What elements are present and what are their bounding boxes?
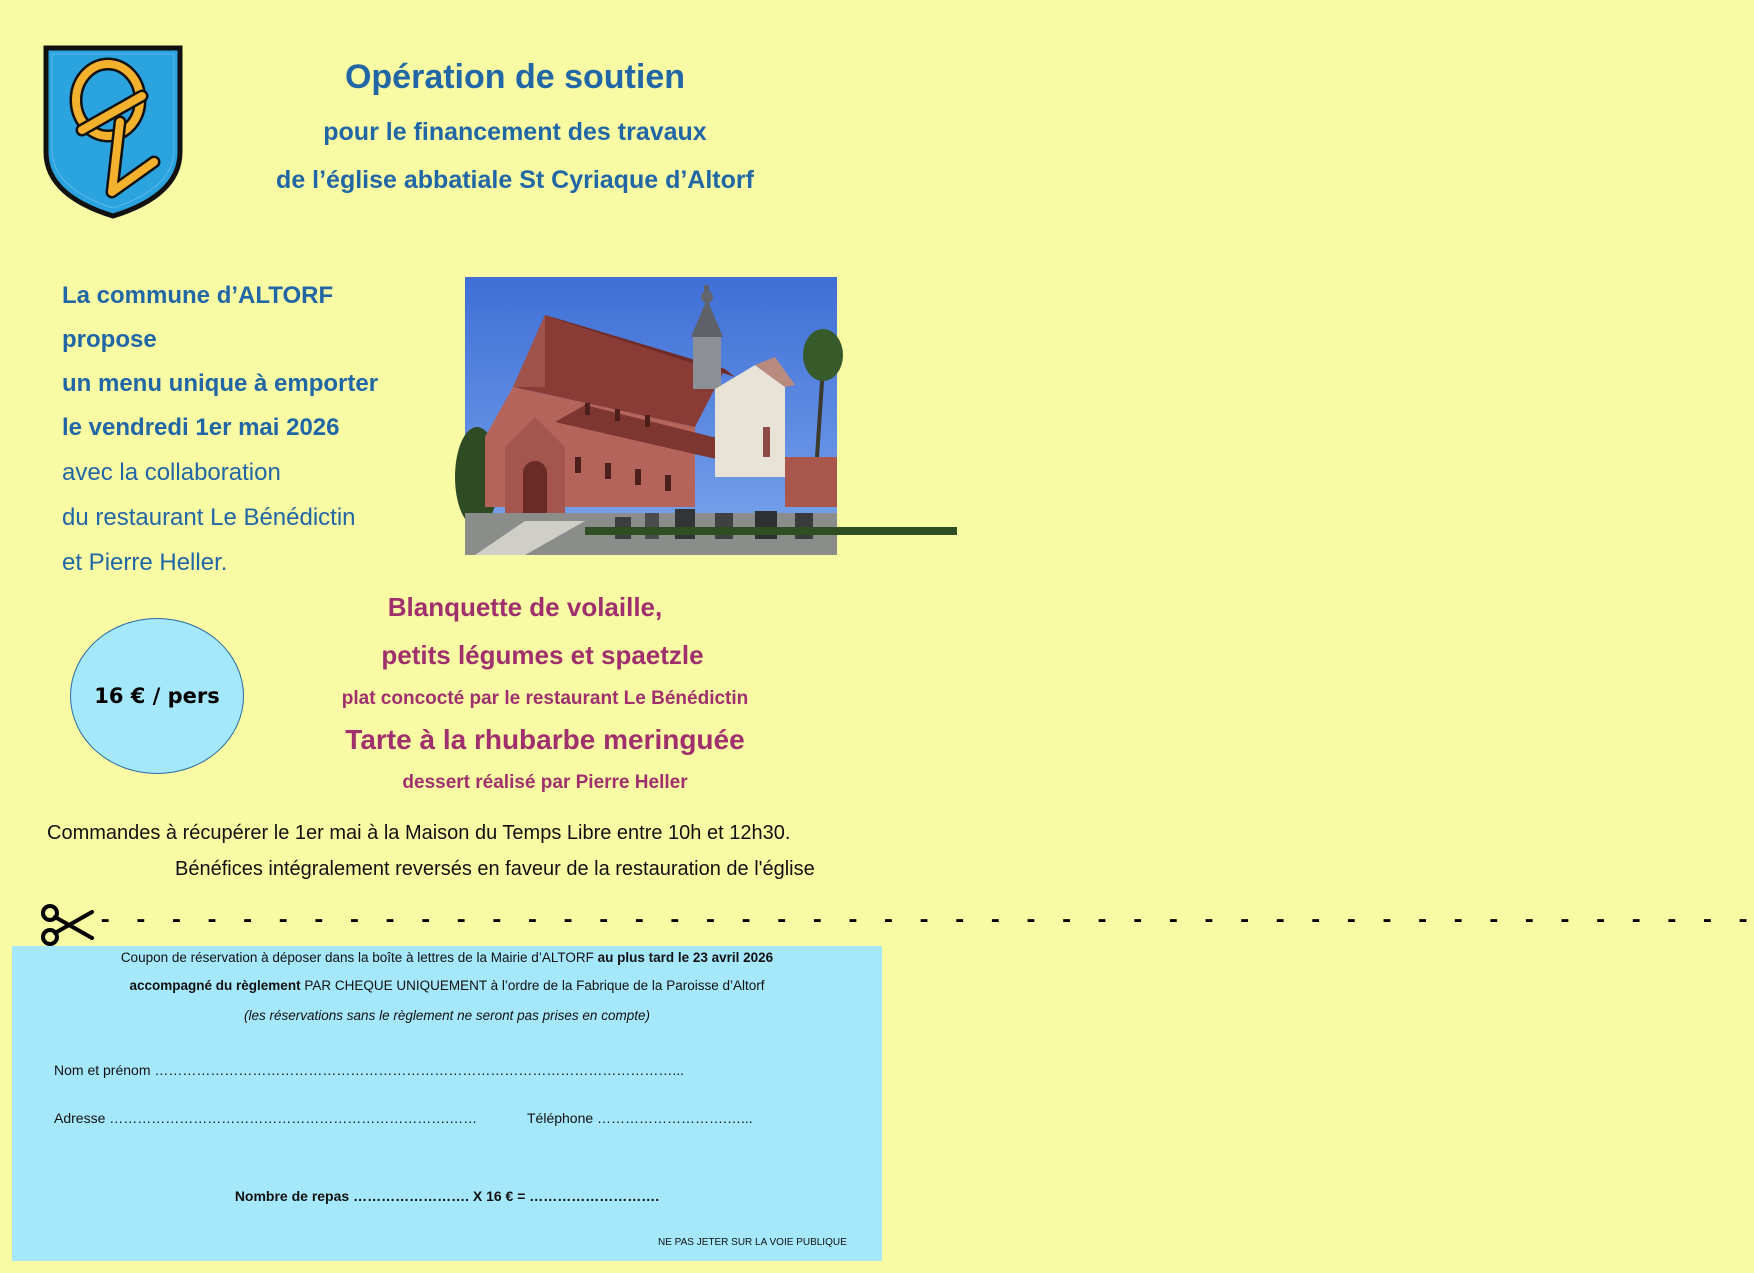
coupon-line-2 (12, 978, 882, 993)
cut-line: - - - - - - - - - - - - - - - - - - - - - - - - - - - - - - - - - - - - - - - - - - - - - - - (98, 908, 1754, 935)
title-line-1: Opération de soutien (344, 58, 686, 96)
intro-line-3: un menu unique à emporter (62, 370, 379, 397)
coupon-instructions: Coupon de réservation à déposer dans la boîte à lettres de la Mairie d’ALTORF (120, 950, 598, 965)
phone-field[interactable]: Téléphone ……………………….…... (527, 1110, 753, 1126)
coupon-payment-details: PAR CHEQUE UNIQUEMENT à l’ordre de la Fabrique de la Paroisse d’Altorf (300, 978, 765, 993)
name-field[interactable]: Nom et prénom …………………………………………………………………………………………………... (54, 1062, 685, 1078)
coupon-deadline: au plus tard le 23 avril 2026 (597, 950, 774, 965)
intro-line-6: du restaurant Le Bénédictin (62, 504, 356, 531)
coupon-disclaimer: (les réservations sans le règlement ne seront pas prises en compte) (244, 1008, 650, 1023)
church-photo (465, 277, 837, 555)
price-badge (70, 618, 244, 774)
coupon-payment-label: accompagné du règlement (129, 978, 301, 993)
dish-line-1: Blanquette de volaille, (387, 592, 663, 622)
address-field[interactable]: Adresse ……………………………………………………………….…… (54, 1110, 478, 1126)
coupon-line-1 (12, 950, 882, 965)
title-line-2: pour le financement des travaux (323, 118, 707, 146)
intro-line-5: avec la collaboration (62, 459, 281, 486)
intro-line-4: le vendredi 1er mai 2026 (62, 414, 340, 441)
reservation-coupon (12, 946, 882, 1261)
title-line-3: de l’église abbatiale St Cyriaque d’Altorf (276, 166, 754, 194)
intro-line-7: et Pierre Heller. (62, 549, 228, 576)
litter-notice: NE PAS JETER SUR LA VOIE PUBLIQUE (658, 1237, 847, 1248)
dessert-credit: dessert réalisé par Pierre Heller (402, 772, 688, 793)
intro-line-1: La commune d’ALTORF (62, 282, 334, 309)
dish-line-2: petits légumes et spaetzle (381, 640, 704, 670)
price-label: 16 € / pers (94, 684, 220, 708)
dessert-title: Tarte à la rhubarbe meringuée (345, 724, 745, 755)
scissors-icon (40, 904, 94, 946)
profits-info: Bénéfices intégralement reversés en faveur de la restauration de l'église (175, 858, 815, 880)
intro-line-2: propose (62, 326, 157, 353)
meals-count-field[interactable]: Nombre de repas ……………………. X 16 € = ………………………. (234, 1188, 660, 1204)
dish-credit: plat concocté par le restaurant Le Bénédictin (341, 688, 749, 709)
pickup-info: Commandes à récupérer le 1er mai à la Maison du Temps Libre entre 10h et 12h30. (47, 822, 791, 844)
